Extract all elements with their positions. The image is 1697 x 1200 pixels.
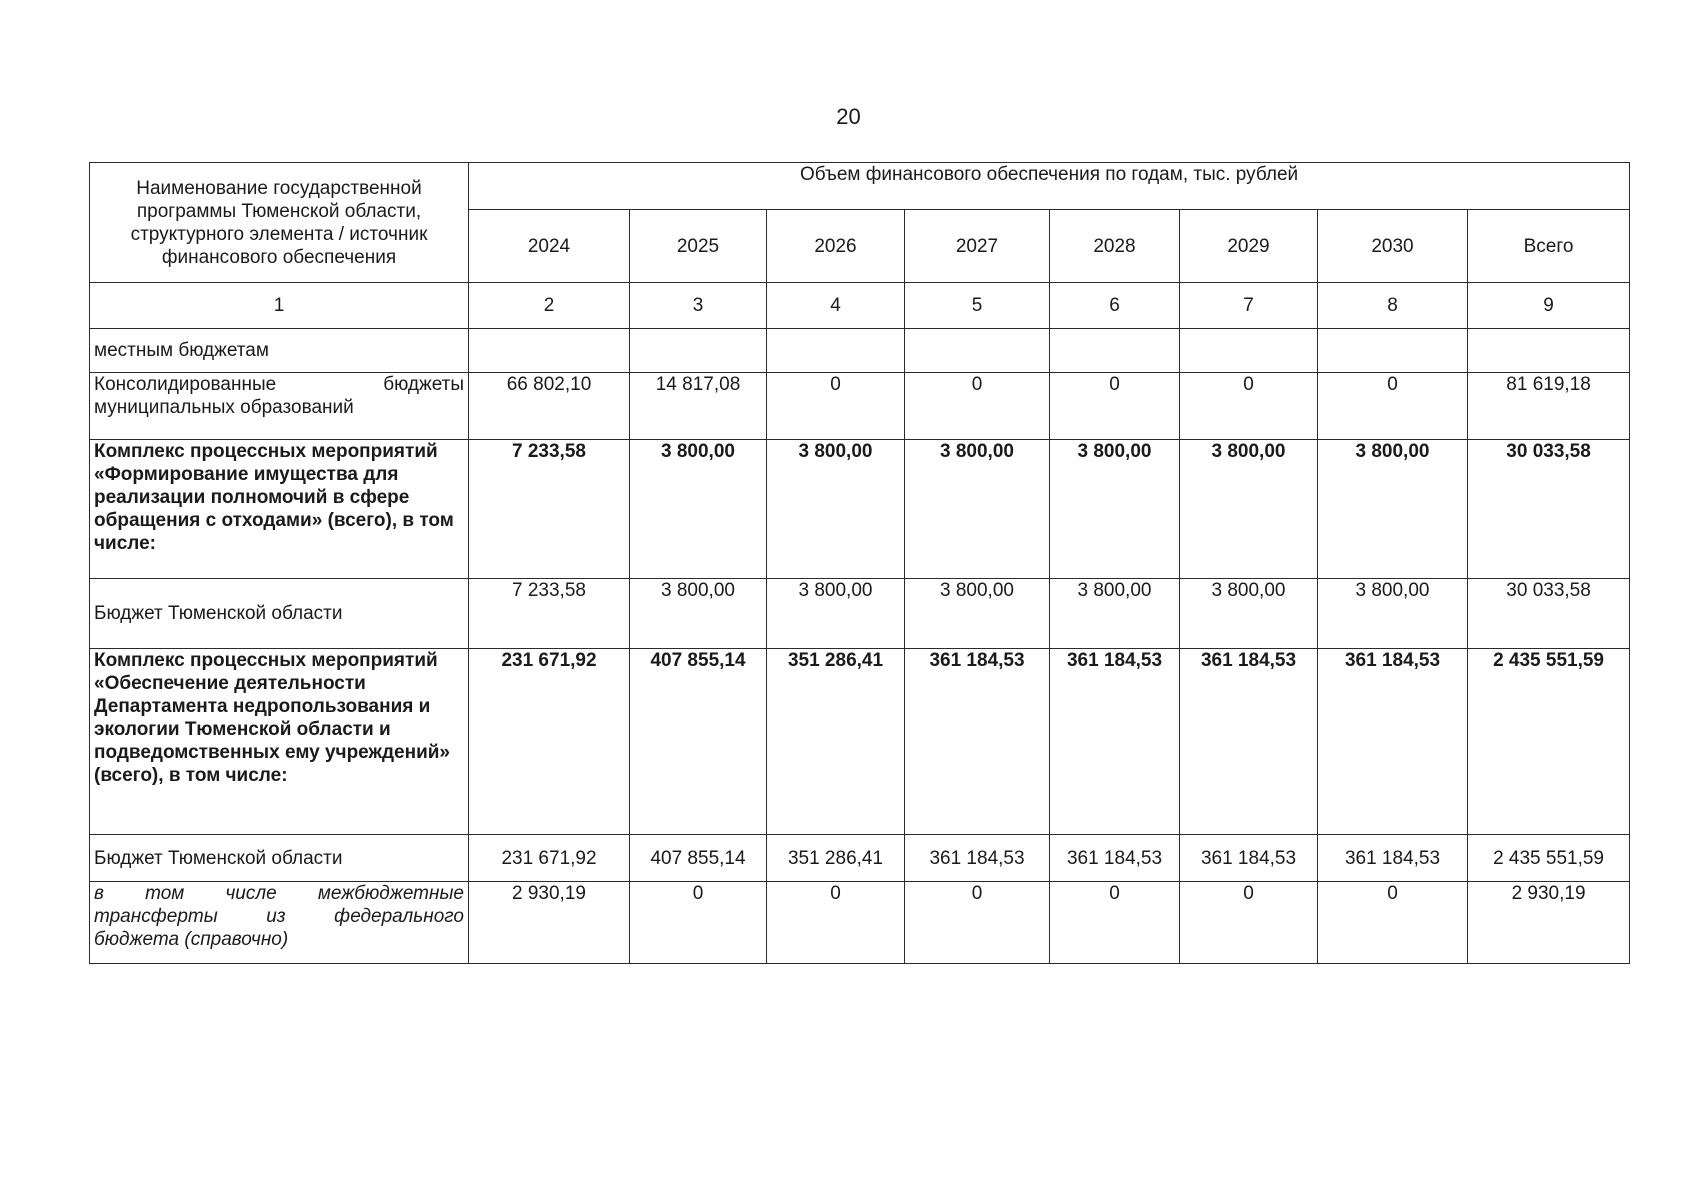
financing-group-header: Объем финансового обеспечения по годам, тыс. рублей <box>469 163 1630 210</box>
total-cell: 2 930,19 <box>1468 882 1630 964</box>
row-label: Комплекс процессных мероприятий «Формирование имущества для реализации полномочий в сфере обращения с отходами» (всего), в том числе: <box>90 440 469 579</box>
value-cell <box>1318 329 1468 373</box>
total-cell: 30 033,58 <box>1468 579 1630 649</box>
value-cell <box>767 329 905 373</box>
column-number: 8 <box>1318 283 1468 329</box>
value-cell: 3 800,00 <box>1050 579 1180 649</box>
year-header-2030: 2030 <box>1318 210 1468 283</box>
value-cell: 361 184,53 <box>1318 835 1468 882</box>
column-number: 3 <box>630 283 767 329</box>
value-cell: 0 <box>1050 882 1180 964</box>
year-header-2026: 2026 <box>767 210 905 283</box>
table-row <box>90 835 1630 882</box>
column-number: 7 <box>1180 283 1318 329</box>
total-header: Всего <box>1468 210 1630 283</box>
value-cell: 231 671,92 <box>469 649 630 835</box>
value-cell: 0 <box>905 373 1050 440</box>
table-row <box>90 440 1630 579</box>
value-cell: 2 930,19 <box>469 882 630 964</box>
page-number: 20 <box>836 104 861 129</box>
value-cell: 3 800,00 <box>1180 579 1318 649</box>
value-cell <box>1180 329 1318 373</box>
value-cell: 3 800,00 <box>1180 440 1318 579</box>
year-header-2024: 2024 <box>469 210 630 283</box>
column-number: 4 <box>767 283 905 329</box>
total-cell: 2 435 551,59 <box>1468 835 1630 882</box>
table-row <box>90 882 1630 964</box>
value-cell <box>1050 329 1180 373</box>
column-number: 2 <box>469 283 630 329</box>
value-cell: 361 184,53 <box>905 835 1050 882</box>
row-label: в том числе межбюджетные трансферты из федерального бюджета (справочно) <box>90 882 469 964</box>
value-cell: 0 <box>1318 882 1468 964</box>
value-cell: 3 800,00 <box>767 579 905 649</box>
row-label: Консолидированные бюджеты муниципальных образований <box>90 373 469 440</box>
value-cell: 66 802,10 <box>469 373 630 440</box>
value-cell: 0 <box>1180 882 1318 964</box>
value-cell: 3 800,00 <box>767 440 905 579</box>
value-cell: 0 <box>905 882 1050 964</box>
year-header-2029: 2029 <box>1180 210 1318 283</box>
value-cell: 0 <box>630 882 767 964</box>
value-cell: 7 233,58 <box>469 579 630 649</box>
name-column-header: Наименование государственной программы Тюменской области, структурного элемента / источник финансового обеспечения <box>90 163 469 283</box>
value-cell: 351 286,41 <box>767 649 905 835</box>
table-row <box>90 579 1630 649</box>
value-cell: 361 184,53 <box>1050 835 1180 882</box>
value-cell: 361 184,53 <box>905 649 1050 835</box>
value-cell: 14 817,08 <box>630 373 767 440</box>
total-cell: 2 435 551,59 <box>1468 649 1630 835</box>
value-cell: 3 800,00 <box>630 579 767 649</box>
table-row <box>90 373 1630 440</box>
table-row <box>90 649 1630 835</box>
value-cell: 407 855,14 <box>630 649 767 835</box>
value-cell: 231 671,92 <box>469 835 630 882</box>
total-cell <box>1468 329 1630 373</box>
total-cell: 30 033,58 <box>1468 440 1630 579</box>
value-cell: 0 <box>1050 373 1180 440</box>
row-label: местным бюджетам <box>90 329 469 373</box>
value-cell: 3 800,00 <box>1318 440 1468 579</box>
column-number-row <box>90 283 1630 329</box>
value-cell <box>630 329 767 373</box>
year-header-2027: 2027 <box>905 210 1050 283</box>
financing-table <box>89 162 1630 964</box>
value-cell: 7 233,58 <box>469 440 630 579</box>
value-cell <box>905 329 1050 373</box>
value-cell: 3 800,00 <box>905 440 1050 579</box>
row-label: Бюджет Тюменской области <box>90 835 469 882</box>
value-cell <box>469 329 630 373</box>
value-cell: 361 184,53 <box>1180 649 1318 835</box>
value-cell: 361 184,53 <box>1180 835 1318 882</box>
row-label: Бюджет Тюменской области <box>90 579 469 649</box>
value-cell: 0 <box>1318 373 1468 440</box>
value-cell: 361 184,53 <box>1318 649 1468 835</box>
column-number: 6 <box>1050 283 1180 329</box>
value-cell: 361 184,53 <box>1050 649 1180 835</box>
value-cell: 3 800,00 <box>1050 440 1180 579</box>
column-number: 1 <box>90 283 469 329</box>
column-number: 9 <box>1468 283 1630 329</box>
year-header-2025: 2025 <box>630 210 767 283</box>
value-cell: 407 855,14 <box>630 835 767 882</box>
year-header-2028: 2028 <box>1050 210 1180 283</box>
value-cell: 351 286,41 <box>767 835 905 882</box>
value-cell: 3 800,00 <box>630 440 767 579</box>
value-cell: 3 800,00 <box>905 579 1050 649</box>
column-number: 5 <box>905 283 1050 329</box>
row-label: Комплекс процессных мероприятий «Обеспечение деятельности Департамента недропользования и экологии Тюменской области и подведомственных ему учреждений» (всего), в том числе: <box>90 649 469 835</box>
value-cell: 0 <box>767 373 905 440</box>
value-cell: 0 <box>767 882 905 964</box>
value-cell: 3 800,00 <box>1318 579 1468 649</box>
value-cell: 0 <box>1180 373 1318 440</box>
table-row <box>90 329 1630 373</box>
total-cell: 81 619,18 <box>1468 373 1630 440</box>
header-row <box>90 163 1630 210</box>
